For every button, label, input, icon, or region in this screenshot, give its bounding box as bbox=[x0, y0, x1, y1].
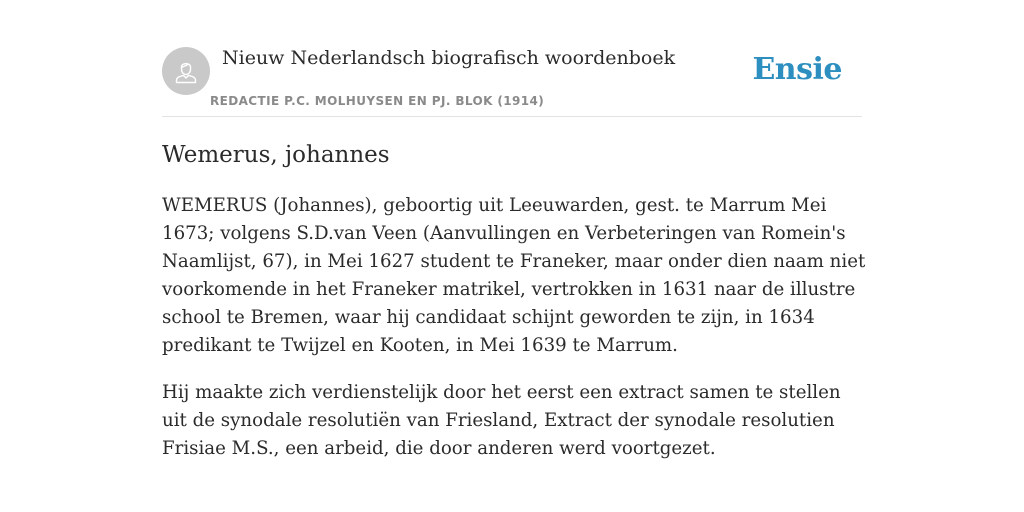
brand-logo[interactable]: Ensie bbox=[752, 52, 842, 87]
entry-title: Wemerus, johannes bbox=[162, 142, 390, 168]
book-header bbox=[162, 46, 862, 117]
entry-paragraph: Hij maakte zich verdienstelijk door het eerst een extract samen te stellen uit de synodale resolutiën van Friesland, Extract der synodale resolutien Frisiae M.S., een arbeid, die door anderen werd voortgezet. bbox=[162, 382, 841, 459]
entry-paragraph: WEMERUS (Johannes), geboortig uit Leeuwarden, gest. te Marrum Mei 1673; volgens S.D.van Veen (Aanvullingen en Verbeteringen van Romein's Naamlijst, 67), in Mei 1627 student te Franeker, maar onder dien naam niet voorkomende in het Franeker matrikel, vertrokken in 1631 naar de illustre school te Bremen, waar hij candidaat schijnt geworden te zijn, in 1634 predikant te Twijzel en Kooten, in Mei 1639 te Marrum. bbox=[162, 195, 866, 356]
book-title[interactable]: Nieuw Nederlandsch biografisch woordenboek bbox=[222, 47, 676, 69]
book-editor: REDACTIE P.C. MOLHUYSEN EN PJ. BLOK (1914) bbox=[210, 94, 545, 108]
entry-body bbox=[162, 192, 866, 482]
user-icon bbox=[171, 56, 201, 86]
avatar[interactable] bbox=[162, 47, 210, 95]
